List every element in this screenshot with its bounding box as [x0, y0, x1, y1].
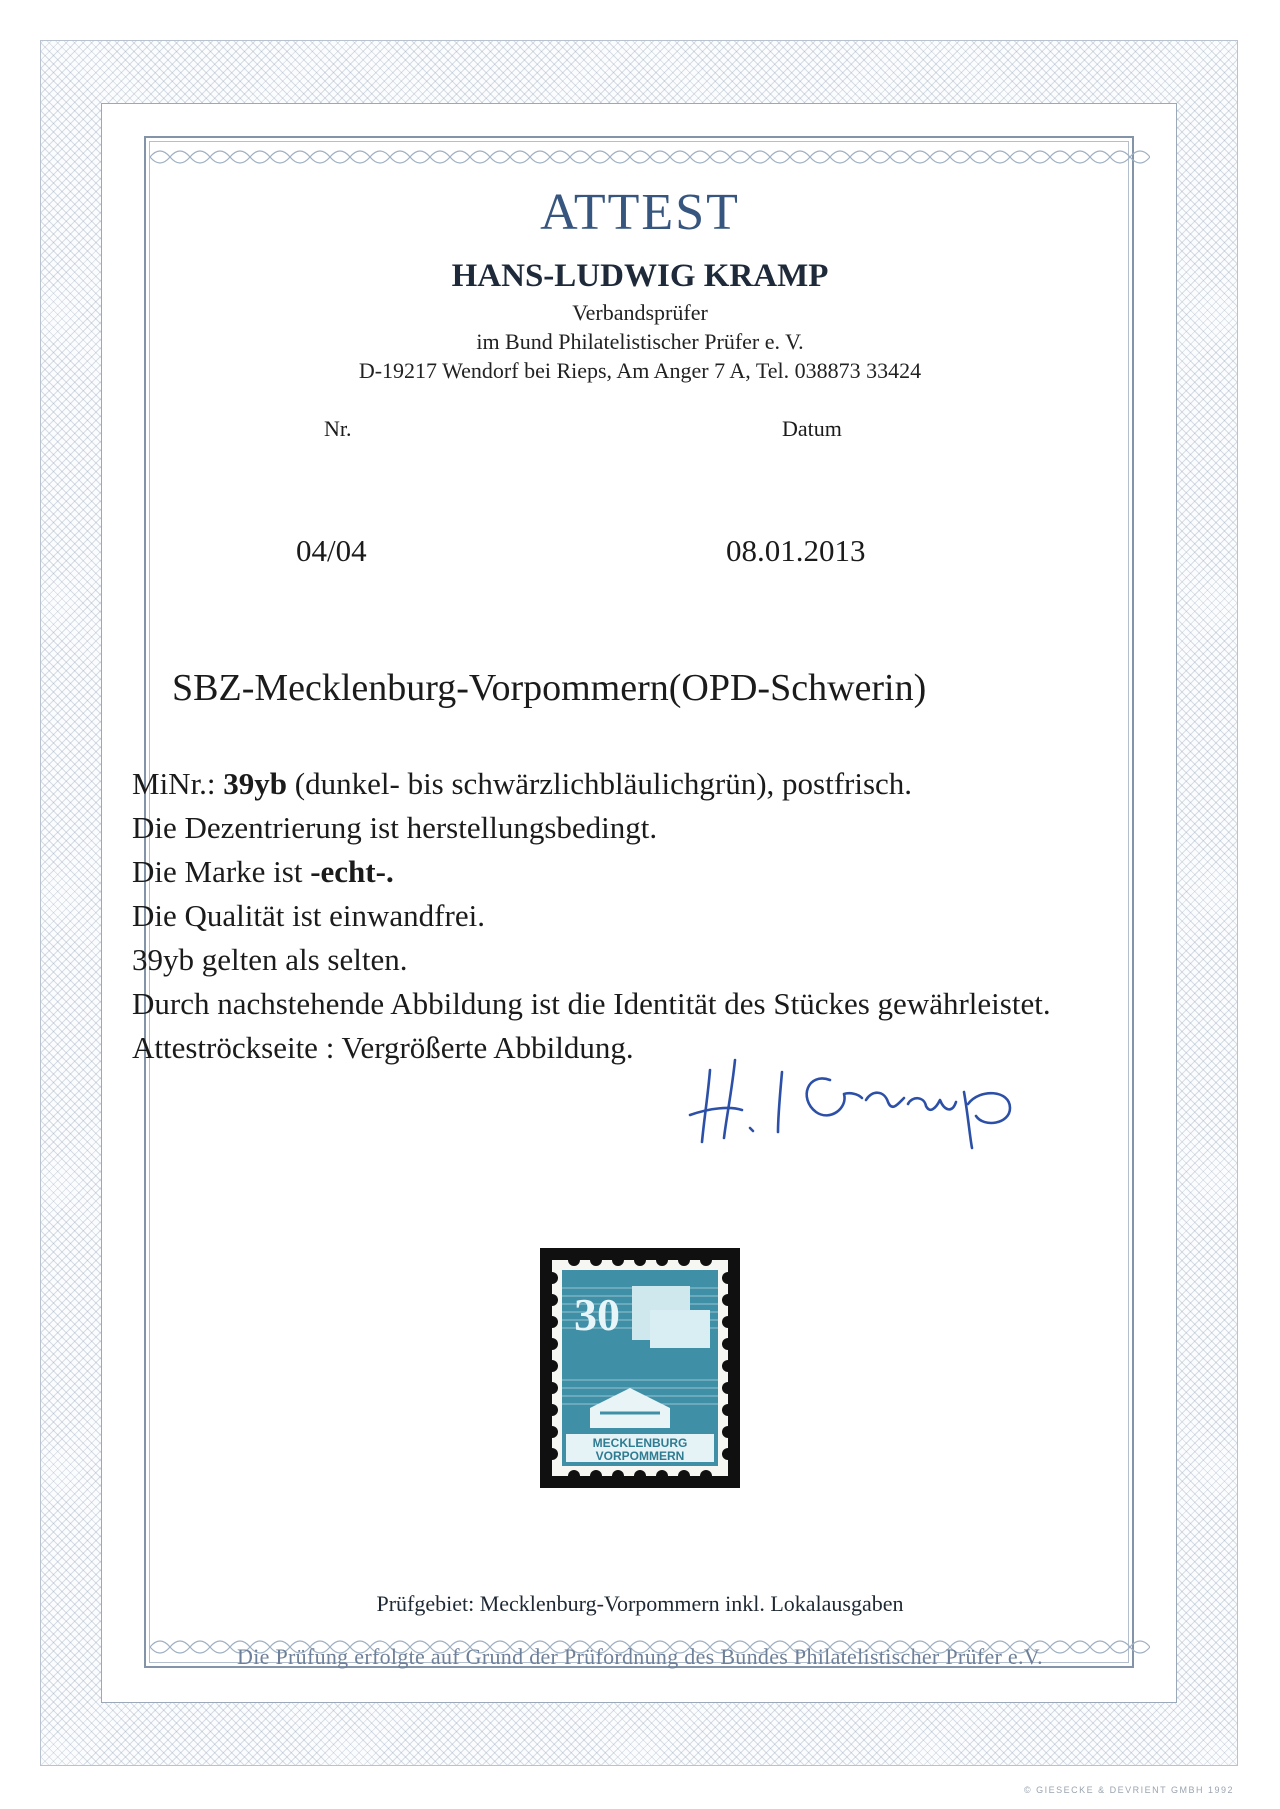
examiner-name: HANS-LUDWIG KRAMP: [451, 258, 829, 294]
nr-label: Nr.: [324, 416, 352, 441]
catalog-prefix: MiNr.:: [132, 766, 224, 801]
body-line-reverse: Atteströckseite : Vergrößerte Abbildung.: [132, 1030, 634, 1065]
genuine-verdict: -echt-.: [310, 854, 394, 889]
stamp-image: [540, 1248, 740, 1488]
examiner-address: D-19217 Wendorf bei Rieps, Am Anger 7 A, Tel. 038873 33424: [358, 358, 922, 383]
examiner-role: Verbandsprüfer: [572, 300, 708, 325]
printer-credit: © GIESECKE & DEVRIENT GMBH 1992: [1023, 1785, 1234, 1795]
catalog-description: (dunkel- bis schwärzlichbläulichgrün), postfrisch.: [287, 766, 913, 801]
certificate-title: ATTEST: [540, 184, 740, 241]
datum-label: Datum: [782, 416, 842, 441]
body-line-catalog: [132, 762, 1051, 806]
stamp-text-bottom: VORPOMMERN: [595, 1449, 685, 1463]
body-line-quality: Die Qualität ist einwandfrei.: [132, 898, 485, 933]
stamp-illustration: [540, 1248, 740, 1488]
body-line-centering: Die Dezentrierung ist herstellungsbedingt.: [132, 810, 658, 845]
examination-note: Die Prüfung erfolgte auf Grund der Prüfordnung des Bundes Philatelistischer Prüfer e.V.: [237, 1644, 1043, 1669]
collecting-area: SBZ-Mecklenburg-Vorpommern(OPD-Schwerin): [172, 667, 927, 709]
nr-value: 04/04: [296, 533, 367, 568]
genuine-prefix: Die Marke ist: [132, 854, 311, 889]
ornament-wave-top: [150, 142, 1150, 172]
examiner-association: im Bund Philatelistischer Prüfer e. V.: [476, 329, 804, 354]
datum-value: 08.01.2013: [726, 533, 866, 568]
examination-scope: Prüfgebiet: Mecklenburg-Vorpommern inkl. Lokalausgaben: [376, 1591, 904, 1616]
body-line-genuine: [132, 850, 1051, 894]
handwritten-signature: [680, 1020, 1100, 1150]
stamp-value: 30: [574, 1289, 620, 1340]
catalog-number: 39yb: [223, 766, 288, 801]
stamp-text-top: MECKLENBURG: [592, 1436, 688, 1450]
body-line-rarity: 39yb gelten als selten.: [132, 942, 408, 977]
body-line-identity: Durch nachstehende Abbildung ist die Identität des Stückes gewährleistet.: [132, 986, 1051, 1021]
